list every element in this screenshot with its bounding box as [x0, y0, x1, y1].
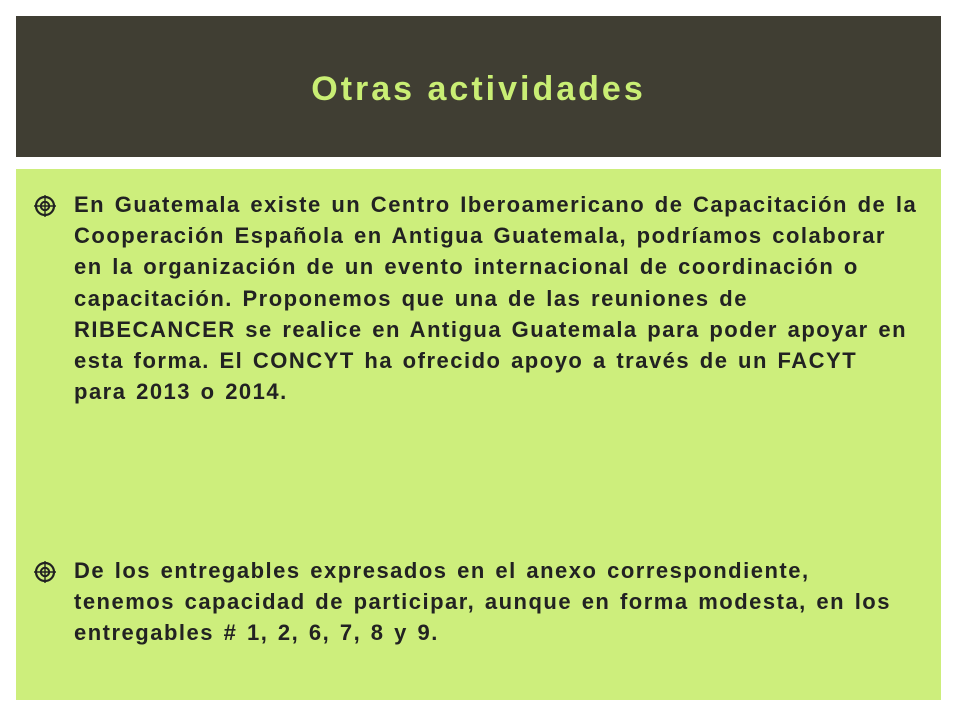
title-bar	[16, 16, 941, 157]
bullet-text: En Guatemala existe un Centro Iberoamericano de Capacitación de la Cooperación Española en Antigua Guatemala, podríamos colaborar en la organización de un evento internacional de coordinación o capacitación. Proponemos que una de las reuniones de RIBECANCER se realice en Antigua Guatemala para poder apoyar en esta forma. El CONCYT ha ofrecido apoyo a través de un FACYT para 2013 o 2014.	[74, 192, 918, 405]
bullet-item	[34, 555, 919, 649]
bullet-text: De los entregables expresados en el anexo correspondiente, tenemos capacidad de participar, aunque en forma modesta, en los entregables # 1, 2, 6, 7, 8 y 9.	[74, 558, 891, 646]
bullet-item	[34, 189, 919, 407]
slide-title: Otras actividades	[311, 69, 646, 108]
content-panel	[16, 169, 941, 700]
target-bullet-icon	[34, 561, 64, 583]
target-bullet-icon	[34, 195, 64, 217]
